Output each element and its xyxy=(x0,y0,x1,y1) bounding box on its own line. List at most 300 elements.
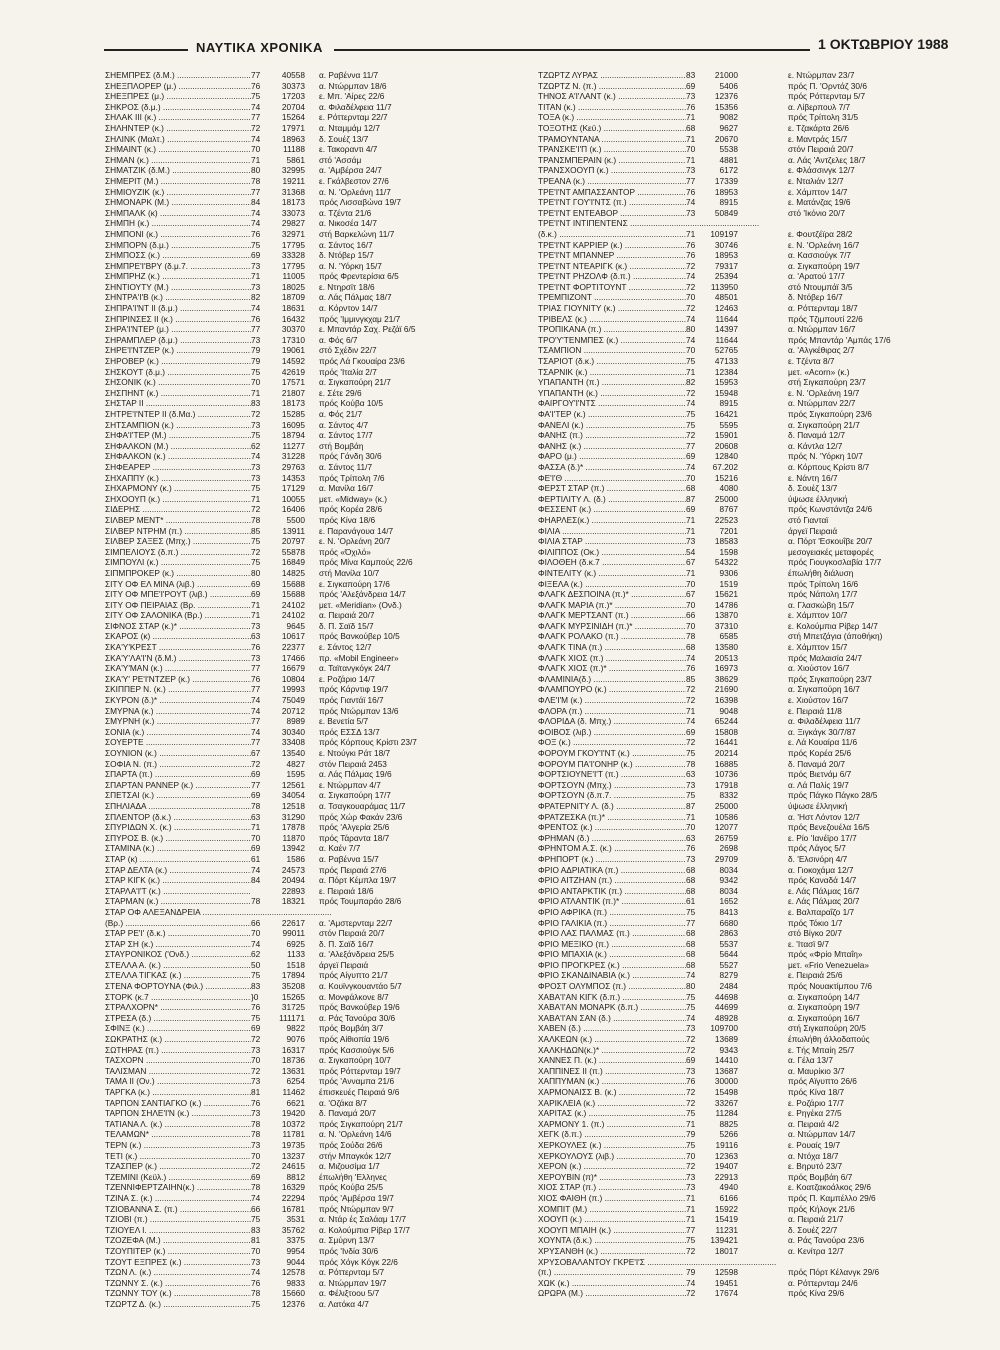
ship-row xyxy=(538,557,968,568)
build-year: 68 xyxy=(686,885,696,896)
build-year: 70 xyxy=(251,144,261,155)
build-year: 69 xyxy=(686,451,696,462)
build-year: 73 xyxy=(251,1256,261,1267)
tonnage: 54322 xyxy=(714,557,738,568)
position: α. Ν. 'Ορλεάνη 14/6 xyxy=(319,1129,392,1140)
position: πρός 'Αλγερία 25/6 xyxy=(319,822,390,833)
build-year: 73 xyxy=(686,1182,696,1193)
build-year: 70 xyxy=(686,292,696,303)
ship-name: ΦΑΝΗΣ (κ.) ..... xyxy=(538,441,686,452)
ship-name: ΦΟΡΤΣΙΟΥΝΕ'Ι'Τ (π.) ..... xyxy=(538,769,686,780)
position: α. Σιγκαπούρη 21/7 xyxy=(319,377,391,388)
ship-row xyxy=(538,960,968,971)
ship-row xyxy=(105,536,535,547)
ship-name: ΧΑΒΑ'Ι'ΑΝ ΚΙΓΚ (δ.π.) ..... xyxy=(538,992,686,1003)
ship-row xyxy=(105,865,535,876)
ship-row xyxy=(105,1129,535,1140)
position: πρός Σούδα 26/6 xyxy=(319,1139,383,1150)
tonnage: 109197 xyxy=(710,228,738,239)
position: πρός Τζιμπουτί 22/6 xyxy=(788,313,863,324)
position: ε. Λά Κουαίρα 11/6 xyxy=(788,737,858,748)
position: πρός Κούβα 25/5 xyxy=(319,1182,383,1193)
ship-name: ΤΡΕΑΝΑ (κ.) ..... xyxy=(538,176,686,187)
ship-row xyxy=(538,1267,968,1278)
tonnage: 15621 xyxy=(714,589,738,600)
header-rule-left xyxy=(104,49,188,51)
position: α. Ραβέννα 15/7 xyxy=(319,853,379,864)
build-year: 71 xyxy=(686,112,696,123)
position: πρός 'Ανναμπα 21/6 xyxy=(319,1076,395,1087)
position: α. Σιγκαπούρη 21/7 xyxy=(788,419,860,430)
ship-name: ΣΤΑΡ ΡΕ'Ι' (δ.κ.) ..... xyxy=(105,928,251,939)
ship-row xyxy=(105,801,535,812)
tonnage: 10586 xyxy=(714,811,738,822)
position: στόν Πειραιά 2453 xyxy=(319,758,387,769)
build-year: 75 xyxy=(686,409,696,419)
build-year: 78 xyxy=(686,631,696,642)
ship-name: ΣΟΥΕΡΤΕ ..... xyxy=(105,737,251,748)
tonnage: 8034 xyxy=(719,885,738,896)
build-year: 75 xyxy=(686,356,696,367)
ship-row xyxy=(105,1066,535,1077)
ship-row xyxy=(105,1267,535,1278)
tonnage: 18709 xyxy=(281,292,305,303)
build-year: 68 xyxy=(686,864,696,875)
ship-name: ΦΟΡΤΣΟΥΝ (Μπχ.) ..... xyxy=(538,780,686,791)
position: α. Λίβερπουλ 7/7 xyxy=(788,101,851,112)
build-year: 74 xyxy=(686,197,696,208)
tonnage: 17129 xyxy=(281,483,305,494)
position: στό Γιανταϊ xyxy=(788,514,829,525)
build-year: 72 xyxy=(686,1087,696,1097)
position: πρός Μαλαισία 24/7 xyxy=(788,652,862,663)
ship-row xyxy=(538,716,968,727)
position: α. Κόρπους Κρίστι 8/7 xyxy=(788,461,870,472)
ship-name: ΤΖΟΖΕΦΑ (Μ.) ..... xyxy=(105,1235,251,1246)
position: πρός Βιετνάμ 6/7 xyxy=(788,769,852,780)
build-year: 72 xyxy=(686,1034,696,1045)
ship-name: ΣΙΛΒΕΡ ΝΤΡΗΜ (π.) ..... xyxy=(105,526,251,537)
tonnage: 30000 xyxy=(714,1076,738,1087)
build-year: 75 xyxy=(251,536,261,547)
position: δ. Παναμά 20/7 xyxy=(319,1108,376,1119)
position: πρός 'Ιμμινγκχαμ 21/7 xyxy=(319,313,401,324)
ship-name: ΣΠΗΛΙΑΔΑ ..... xyxy=(105,801,251,812)
build-year: 76 xyxy=(251,1002,261,1013)
position: ε. Ρίο 'Ιανέϊρο 17/7 xyxy=(788,832,857,843)
ship-row xyxy=(538,737,968,748)
position: α. Ντώρμπαν 22/7 xyxy=(788,398,856,409)
ship-name: ΣΤΡΕΣΑ (δ.) ..... xyxy=(105,1013,251,1024)
ship-row xyxy=(105,727,535,738)
build-year: 66 xyxy=(251,917,261,928)
ship-row xyxy=(105,250,535,261)
ship-name: ΣΟΦΙΑ Ν. (π.) ..... xyxy=(105,759,251,770)
tonnage: 4827 xyxy=(286,758,305,769)
position: πρός Χώρ Φακάν 23/6 xyxy=(319,811,403,822)
ship-row xyxy=(538,684,968,695)
build-year: 69 xyxy=(251,1171,261,1182)
ship-name: ΦΟΞ (κ.) ..... xyxy=(538,737,686,748)
build-year: 72 xyxy=(686,684,696,695)
ship-row xyxy=(105,377,535,388)
ship-row xyxy=(538,250,968,261)
ship-name: ΦΕΡΤΙΛΙΤΥ Λ. (δ.) ..... xyxy=(538,494,686,505)
ship-row xyxy=(105,134,535,145)
ship-name: ΣΠΥΡΟΣ Β. (κ.) ..... xyxy=(105,833,251,844)
ship-name: ΦΟΙΒΟΣ (λιβ.) ..... xyxy=(538,727,686,738)
build-year: 72 xyxy=(686,260,696,271)
position: πρός Γάνδη 30/6 xyxy=(319,451,382,462)
build-year: 71 xyxy=(686,567,696,578)
position: πρός Μπαντάρ 'Αμπάς 17/6 xyxy=(788,334,891,345)
tonnage: 113950 xyxy=(710,281,738,292)
ship-row xyxy=(538,102,968,113)
ship-name: ΣΤΑΡ ΔΕΛΤΑ (κ.) ..... xyxy=(105,865,251,876)
position: δ. Σουέζ 13/7 xyxy=(788,483,838,494)
position: έπωλήθη διάλυση xyxy=(788,567,854,578)
ship-row xyxy=(538,483,968,494)
tonnage: 19420 xyxy=(281,1108,305,1119)
ship-row xyxy=(105,706,535,717)
tonnage: 8915 xyxy=(719,398,738,409)
ship-row xyxy=(538,314,968,325)
tonnage: 18631 xyxy=(281,303,305,314)
build-year: 76 xyxy=(686,239,696,250)
ship-row xyxy=(538,155,968,166)
ship-row xyxy=(105,1087,535,1098)
ship-name: ΣΟΝΙΑ (κ.) ..... xyxy=(105,727,251,738)
tonnage: 1133 xyxy=(287,949,305,960)
tonnage: 31368 xyxy=(281,186,305,197)
ship-name: ΦΙΛΙΑ ..... xyxy=(538,526,686,537)
ship-name: ΤΖΩΡΤΖ ΛΥΡΑΣ ..... xyxy=(538,70,686,81)
ship-row xyxy=(538,282,968,293)
build-year: 78 xyxy=(251,800,261,811)
tonnage: 30373 xyxy=(281,80,305,91)
ship-row xyxy=(105,218,535,229)
tonnage: 20797 xyxy=(281,536,305,547)
position: α. Ταϊτανγκόγκ 24/7 xyxy=(319,663,391,674)
position: ε. Λάς Πάλμας 20/7 xyxy=(788,896,860,907)
tonnage: 44698 xyxy=(714,991,738,1002)
ship-name: ΤΖΟΥΤ ΕΞΠΡΕΣ (κ.) ..... xyxy=(105,1257,251,1268)
position: πρός Τρίπολη 31/5 xyxy=(788,112,859,123)
tonnage: 17795 xyxy=(281,260,305,271)
position: στόν Πειραιά 20/7 xyxy=(788,144,854,155)
build-year: 71 xyxy=(686,366,696,377)
position: α. Φός 6/7 xyxy=(319,334,358,345)
tonnage: 16329 xyxy=(281,1182,305,1193)
build-year: 74 xyxy=(251,864,261,875)
tonnage: 52765 xyxy=(714,345,738,356)
position: α. Σάντος 16/7 xyxy=(319,239,373,250)
position: πρός Π. 'Ορντάζ 30/6 xyxy=(788,80,867,91)
ship-name: ΣΗΧΟΟΥΠ (κ.) ..... xyxy=(105,494,251,505)
tonnage: 8825 xyxy=(719,1118,738,1129)
build-year: 74 xyxy=(686,1277,696,1288)
ship-row xyxy=(105,843,535,854)
build-year: 73 xyxy=(251,472,261,483)
build-year: 75 xyxy=(686,991,696,1002)
ship-row xyxy=(538,91,968,102)
tonnage: 19451 xyxy=(714,1277,738,1288)
ship-name: ΧΑΡΜΟΝΑΙΣΣ Β. (κ.) ..... xyxy=(538,1087,686,1098)
ship-row xyxy=(105,939,535,950)
position: α. Κόρντον 14/7 xyxy=(319,303,378,314)
position: ε. Παρανάγουα 14/7 xyxy=(319,525,394,536)
tonnage: 14410 xyxy=(714,1055,738,1066)
ship-row xyxy=(538,1257,968,1268)
position: δ. 'Ελσινόρη 4/7 xyxy=(788,853,848,864)
position: μετ. «Acorn» (κ.) xyxy=(788,366,850,377)
position: πρός Αίθιοπία 19/6 xyxy=(319,1034,390,1045)
ship-name: ΤΡΑΝΣΚΕ'Ι'Π (κ.) ..... xyxy=(538,144,686,155)
ship-row xyxy=(538,801,968,812)
ship-row xyxy=(105,1034,535,1045)
position: πρός Γιαντάϊ 16/7 xyxy=(319,695,384,706)
ship-name: ΤΡΕ'Ι'ΝΤ ΕΝΤΕΑΒΟΡ ..... xyxy=(538,208,686,219)
ship-row xyxy=(105,165,535,176)
build-year: 70 xyxy=(686,345,696,356)
position: α. Λάς 'Αντζελες 18/7 xyxy=(788,154,866,165)
build-year: 74 xyxy=(251,1267,261,1278)
ship-row xyxy=(538,451,968,462)
ship-name: ΣΤΑΡ ΣΗ (κ.) ..... xyxy=(105,939,251,950)
position: ε. Ρηγέκα 27/5 xyxy=(788,1108,842,1119)
build-year: 70 xyxy=(251,1245,261,1256)
position: α. Γέλα 13/7 xyxy=(788,1055,833,1066)
position: α. Ρόττερνταμ 18/7 xyxy=(788,303,858,314)
ship-name: ΧΑΠΠΙΝΕΣ ΙΙ (π.) ..... xyxy=(538,1066,686,1077)
tonnage: 20608 xyxy=(714,440,738,451)
build-year: 76 xyxy=(686,843,696,854)
ship-row xyxy=(105,1076,535,1087)
ship-name: ΦΑΣΣΑ (δ.)* ..... xyxy=(538,462,686,473)
position: ύψωσε έλληνική xyxy=(788,800,848,811)
position: πρός Βανκούβερ 10/5 xyxy=(319,631,400,642)
ship-row xyxy=(105,367,535,378)
tonnage: 8915 xyxy=(719,197,738,208)
ship-row xyxy=(105,918,535,929)
ship-name: ΦΛΑΓΚ ΧΙΟΣ (π.) ..... xyxy=(538,653,686,664)
ship-name: ΧΕΡΟΥΒΙΝ (π)* ..... xyxy=(538,1172,686,1183)
ship-row xyxy=(105,812,535,823)
tonnage: 12376 xyxy=(714,91,738,102)
ship-row xyxy=(105,409,535,420)
ship-row xyxy=(538,303,968,314)
build-year: 71 xyxy=(686,228,696,239)
build-year: 71 xyxy=(686,514,696,525)
ship-name: ΦΡΙΟ ΜΠΑΧΙΑ (κ.) ..... xyxy=(538,949,686,960)
build-year: 77 xyxy=(686,1224,696,1235)
build-year: 76 xyxy=(686,250,696,261)
build-year: 77 xyxy=(251,663,261,674)
tonnage: 18953 xyxy=(714,186,738,197)
tonnage: 30340 xyxy=(281,726,305,737)
ship-row xyxy=(538,197,968,208)
ship-name: ΧΕΓΚ (δ.π.) ..... xyxy=(538,1129,686,1140)
position: πρός Τουμπαράο 28/6 xyxy=(319,896,402,907)
build-year: 72 xyxy=(251,1161,261,1172)
tonnage: 22893 xyxy=(281,885,305,896)
tonnage: 25000 xyxy=(714,800,738,811)
position: δ. Παναμά 12/7 xyxy=(788,430,845,441)
position: πρός Τρίπολη 16/6 xyxy=(788,578,859,589)
ship-name: ΦΛΑΜΠΟΥΡΟ (κ.) ..... xyxy=(538,684,686,695)
ship-name: ΣΚΑ'Υ'ΛΑ'Ι'Ν (δ.Μ.) ..... xyxy=(105,653,251,664)
ship-row xyxy=(105,91,535,102)
tonnage: 18794 xyxy=(281,430,305,441)
ship-row xyxy=(538,1151,968,1162)
ship-name: ΣΗΝΤΙΟΥΤΥ (Μ.) ..... xyxy=(105,282,251,293)
position: ε. Κολούμπια Ρίβερ 14/7 xyxy=(788,620,878,631)
ship-name: ΦΕΡΣΤ ΣΤΑΡ (π.) ..... xyxy=(538,483,686,494)
position: πρός Νάπολη 17/7 xyxy=(788,589,858,600)
tonnage: 16441 xyxy=(714,737,738,748)
build-year: 72 xyxy=(251,409,261,419)
build-year: 68 xyxy=(686,938,696,949)
tonnage: 32971 xyxy=(281,228,305,239)
ship-name: ΦΡΑΤΕΡΝΙΤΥ Λ. (δ.) ..... xyxy=(538,801,686,812)
ship-name: ΣΗΧΑΠΠΥ (κ.) ..... xyxy=(105,473,251,484)
ship-row xyxy=(105,886,535,897)
tonnage: 9076 xyxy=(286,1034,305,1045)
position: πρός 'Ιταλία 2/7 xyxy=(319,366,377,377)
ship-row xyxy=(538,621,968,632)
build-year: 74 xyxy=(686,313,696,324)
ship-name: ΧΟΟΥΠ (κ.) ..... xyxy=(538,1214,686,1225)
position: πρός 'Αμβέρσα 19/7 xyxy=(319,1192,394,1203)
ship-row xyxy=(538,441,968,452)
ship-row xyxy=(538,367,968,378)
position: πρός Βομβάη 6/7 xyxy=(788,1171,853,1182)
ship-row xyxy=(538,324,968,335)
ship-row xyxy=(105,324,535,335)
position: ε. Χιούστον 16/7 xyxy=(788,695,849,706)
position: πρός Τόκιο 1/7 xyxy=(788,917,843,928)
position: πρός Κορέα 28/6 xyxy=(319,504,383,515)
build-year: 73 xyxy=(251,1076,261,1087)
position: ε. Ντώρμπαν 23/7 xyxy=(788,70,855,80)
position: δ. Π. Σαϊδ 16/7 xyxy=(319,938,374,949)
tonnage: 12363 xyxy=(714,1150,738,1161)
ship-name: ΤΡΕ'Ι'ΝΤ ΦΟΡΤΙΤΟΥΝΤ ..... xyxy=(538,282,686,293)
ship-row xyxy=(105,1002,535,1013)
ship-row xyxy=(538,854,968,865)
position: πρός Γιουγκοσλαβία 17/7 xyxy=(788,557,882,568)
ship-name: ΤΑΛΙΣΜΑΝ ..... xyxy=(105,1066,251,1077)
build-year: 83 xyxy=(251,398,261,409)
build-year: 76 xyxy=(251,1277,261,1288)
position: ε. Σάντος 12/7 xyxy=(319,642,372,653)
tonnage: 11781 xyxy=(282,1129,305,1140)
build-year: 78 xyxy=(686,758,696,769)
position: δ. Π. Σαϊδ 15/7 xyxy=(319,620,374,631)
position: πρός Σιγκαπούρη 23/7 xyxy=(788,673,872,684)
build-year: 75 xyxy=(686,419,696,430)
build-year: 80 xyxy=(686,324,696,335)
ship-name: ΤΕΛΑΜΩΝ* ..... xyxy=(105,1129,251,1140)
ship-name: ΣΜΥΡΝΑ (κ.) ..... xyxy=(105,706,251,717)
position: α. Ντώρμπαν 16/7 xyxy=(788,324,856,335)
ship-name: ΧΟΜΠΙΤ (Μ.) ..... xyxy=(538,1204,686,1215)
tonnage: 14786 xyxy=(714,599,738,610)
ship-name: ΣΚΑ'Υ'ΜΑΝ (κ.) ..... xyxy=(105,663,251,674)
header-rule-right xyxy=(334,49,810,51)
tonnage: 16095 xyxy=(281,419,305,430)
build-year: 63 xyxy=(251,631,261,642)
ship-row xyxy=(538,748,968,759)
ship-row xyxy=(105,1278,535,1289)
tonnage: 18736 xyxy=(281,1055,305,1066)
ship-row xyxy=(105,1182,535,1193)
ship-name: ΦΛΑΓΚ ΜΥΡΣΙΝΙΔΗ (π.)* ..... xyxy=(538,621,686,632)
position: πρός Λά Γκουαίρα 23/6 xyxy=(319,356,405,367)
tonnage: 9954 xyxy=(286,1245,305,1256)
tonnage: 37310 xyxy=(714,620,738,631)
ship-row xyxy=(105,684,535,695)
ship-row xyxy=(538,515,968,526)
build-year: 71 xyxy=(251,154,261,165)
build-year: 70 xyxy=(686,144,696,155)
ship-name: ΣΚΑ'Υ'ΚΡΕΣΤ ..... xyxy=(105,642,251,653)
position: πρός Κωνστάντζα 24/6 xyxy=(788,504,873,515)
ship-row xyxy=(538,1023,968,1034)
build-year: 73 xyxy=(251,281,261,292)
ship-row xyxy=(538,1288,968,1299)
tonnage: 4080 xyxy=(719,483,738,494)
position: ε. Μπαντάρ Σαχ. Ρεζάϊ 6/5 xyxy=(319,324,416,335)
build-year: 72 xyxy=(251,1034,261,1045)
position: α. 'Ηστ Λόντον 12/7 xyxy=(788,811,860,822)
tonnage: 10804 xyxy=(281,673,305,684)
ship-name: ΤΡΑΜΟΥΝΤΑΝΑ ..... xyxy=(538,134,686,145)
position: α. Ν. 'Υόρκη 15/7 xyxy=(319,260,382,271)
build-year: 73 xyxy=(686,1171,696,1182)
position: δ. Ντόβερ 16/7 xyxy=(788,292,843,303)
position: στό 'Ασσάμ xyxy=(319,154,362,165)
tonnage: 17310 xyxy=(281,334,305,345)
position: πρός Λισσαβώνα 19/7 xyxy=(319,197,401,208)
ship-row xyxy=(538,123,968,134)
build-year: 78 xyxy=(251,1182,261,1193)
position: α. Πειραιά 20/7 xyxy=(319,610,375,621)
ship-row xyxy=(538,589,968,600)
position: α. Λάς Πάλμας 19/6 xyxy=(319,769,392,780)
build-year: 70 xyxy=(686,1150,696,1161)
ship-name: ΣΩΤΗΡΑΣ (π.) ..... xyxy=(105,1045,251,1056)
position: α. Φιλαδέλφεια 11/7 xyxy=(319,101,392,112)
ship-name: ΧΑΒΑ'Ι'ΑΝ ΜΟΝΑΡΚ (δ.π.) ..... xyxy=(538,1002,686,1013)
ship-name: ΤΑΜΑ ΙΙ (Ον.) ..... xyxy=(105,1076,251,1087)
ship-name: ΤΖΑΣΠΕΡ (κ.) ..... xyxy=(105,1161,251,1172)
ship-row xyxy=(538,345,968,356)
ship-row xyxy=(538,1013,968,1024)
ship-name: ΤΖΩΝΝΥ Σ. (κ.) ..... xyxy=(105,1278,251,1289)
ship-row xyxy=(105,526,535,537)
ship-row xyxy=(538,653,968,664)
ship-row xyxy=(105,144,535,155)
ship-row xyxy=(538,780,968,791)
position: α. Πόρτ 'Εσκουΐβε 20/7 xyxy=(788,536,873,547)
tonnage: 1598 xyxy=(719,546,738,557)
tonnage: 17571 xyxy=(281,377,305,388)
ship-name: ΤΖΙΝΑ Σ. (κ.) ..... xyxy=(105,1193,251,1204)
ship-name: ΣΗΡΑΜΠΛΕΡ (δ.μ.) ..... xyxy=(105,335,251,346)
ship-row xyxy=(105,112,535,123)
tonnage: 9833 xyxy=(286,1277,305,1288)
